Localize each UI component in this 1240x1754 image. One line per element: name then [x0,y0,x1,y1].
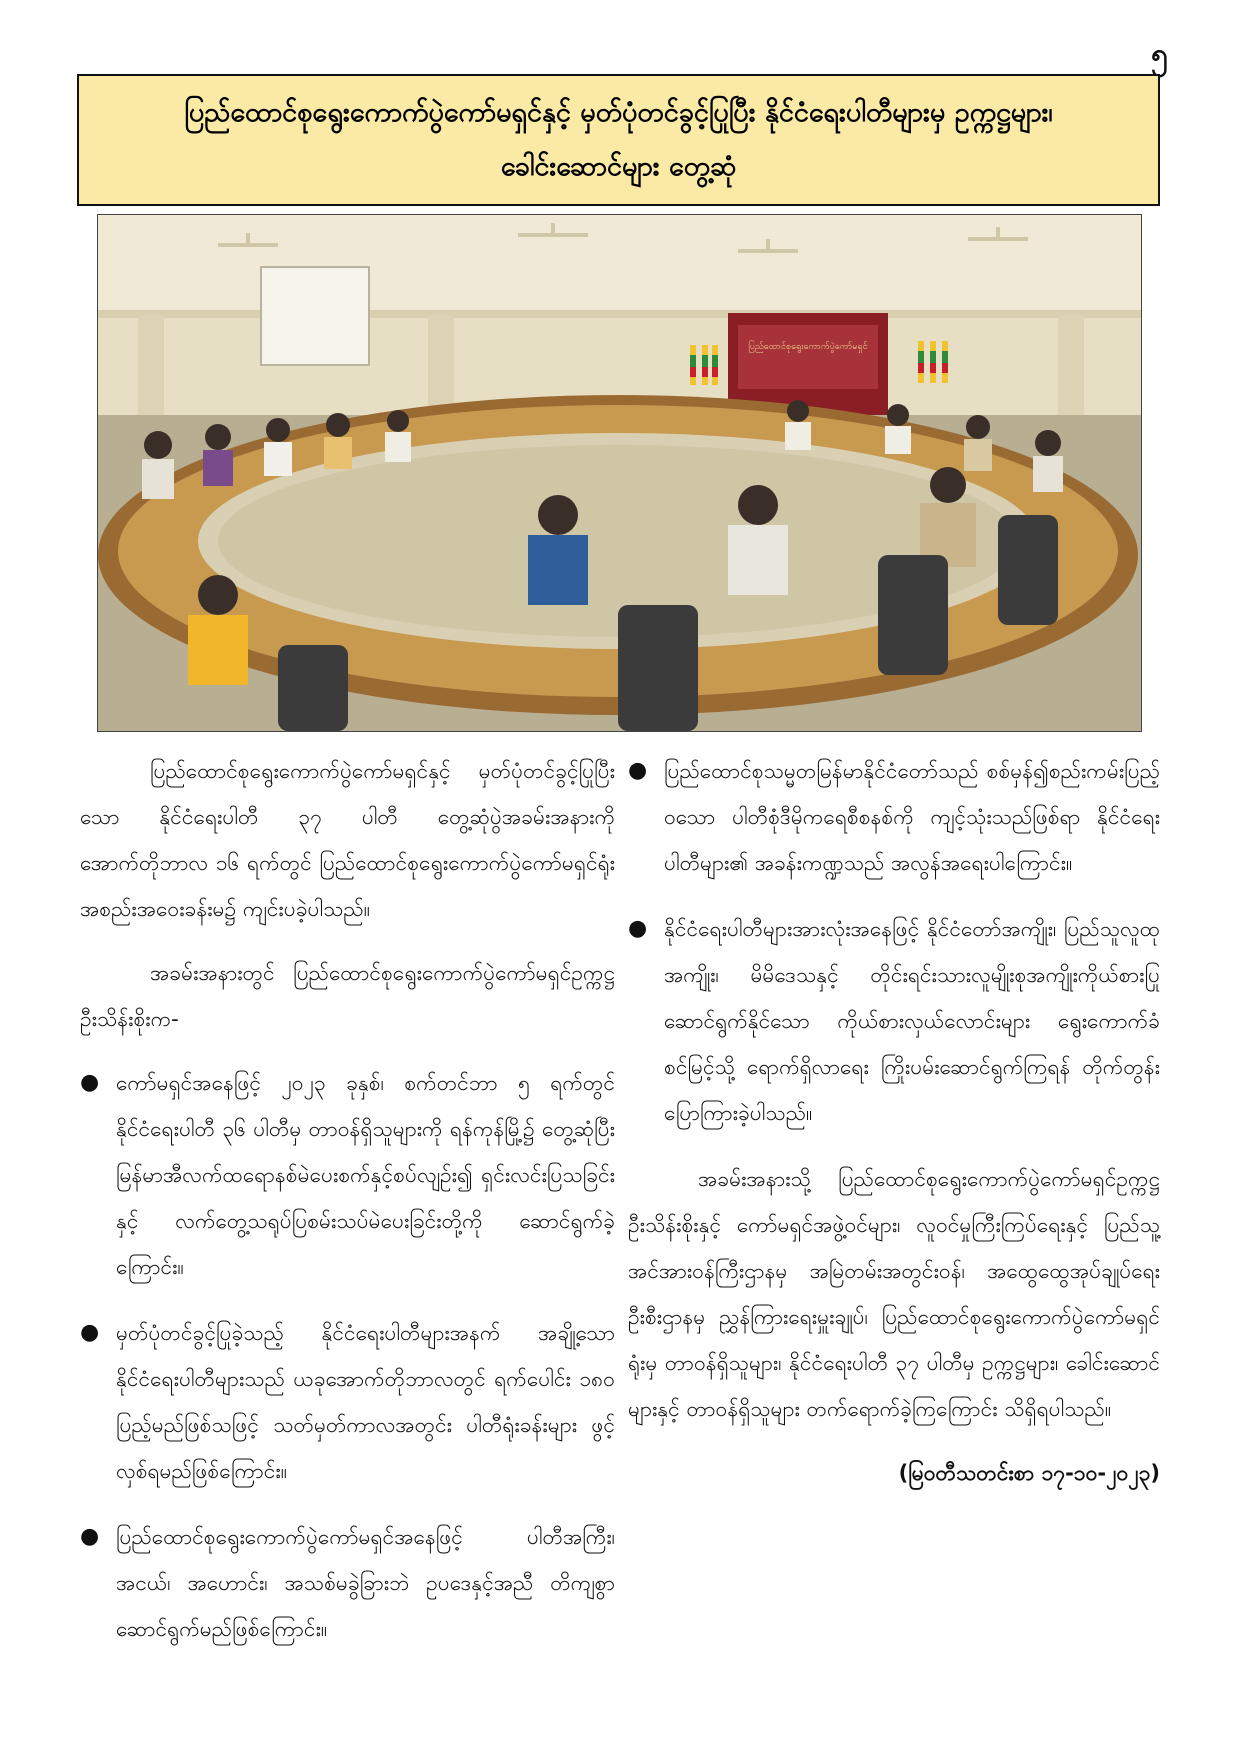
article-closing-paragraph: အခမ်းအနားသို့ ပြည်ထောင်စုရွေးကောက်ပွဲကော်မရှင်ဥက္ကဋ္ဌ ဦးသိန်းစိုးနှင့် ကော်မရှင်အဖွဲ့ဝင်များ၊ လူဝင်မှုကြီးကြပ်ရေးနှင့် ပြည်သူ့အင်အားဝန်ကြီးဌာနမှ အမြဲတမ်းအတွင်းဝန်၊ အထွေထွေအုပ်ချုပ်ရေးဦးစီးဌာနမှ ညွှန်ကြားရေးမှူးချုပ်၊ ပြည်ထောင်စုရွေးကောက်ပွဲကော်မရှင်ရုံးမှ တာဝန်ရှိသူများ၊ နိုင်ငံရေးပါတီ ၃၇ ပါတီမှ ဥက္ကဋ္ဌများ၊ ခေါင်းဆောင်များနှင့် တာဝန်ရှိသူများ တက်ရောက်ခဲ့ကြကြောင်း သိရှိရပါသည်။ [628,1167,1160,1421]
news-source-credit: (မြဝတီသတင်းစာ ၁၇-၁၀-၂၀၂၃) [898,1461,1160,1485]
bullet-dot-icon: ● [80,1070,100,1095]
bullet-dot-icon: ● [80,1524,100,1549]
headline-line-1: ပြည်ထောင်စုရွေးကောက်ပွဲကော်မရှင်နှင့် မှတ်ပုံတင်ခွင့်ပြုပြီး နိုင်ငံရေးပါတီများမှ ဥက္ကဋ္ဌများ၊ [184,97,1053,128]
list-item [80,1514,615,1652]
bullet-text: ပြည်ထောင်စုရွေးကောက်ပွဲကော်မရှင်အနေဖြင့် ပါတီအကြီး၊ အငယ်၊ အဟောင်း၊ အသစ်မခွဲခြားဘဲ ဥပဒေနှင့်အညီ တိကျစွာ ဆောင်ရွက်မည်ဖြစ်ကြောင်း။ [116,1525,615,1641]
headline-line-2: ခေါင်းဆောင်များ တွေ့ဆုံ [500,151,737,182]
article-lead-paragraph: အခမ်းအနားတွင် ပြည်ထောင်စုရွေးကောက်ပွဲကော်မရှင်ဥက္ကဋ္ဌ ဦးသိန်းစိုးက- [80,961,615,1031]
page-number: ၅ [1151,37,1168,72]
title-box [77,74,1160,206]
bullet-dot-icon: ● [628,916,648,941]
article-column-right [628,748,1160,1496]
list-item [628,748,1160,886]
meeting-photo [97,214,1142,732]
bullet-dot-icon: ● [80,1320,100,1345]
article-column-left [80,748,615,1672]
list-item [628,906,1160,1136]
backdrop-banner-text: ပြည်ထောင်စုရွေးကောက်ပွဲကော်မရှင် [748,342,868,352]
bullet-text: ကော်မရှင်အနေဖြင့် ၂၀၂၃ ခုနှစ်၊ စက်တင်ဘာ ၅ ရက်တွင် နိုင်ငံရေးပါတီ ၃၆ ပါတီမှ တာဝန်ရှိသူများကို ရန်ကုန်မြို့၌ တွေ့ဆုံပြီး မြန်မာအီလက်ထရောနစ်မဲပေးစက်နှင့်စပ်လျဉ်း၍ ရှင်းလင်းပြသခြင်းနှင့် လက်တွေ့သရုပ်ပြစမ်းသပ်မဲပေးခြင်းတို့ကို ဆောင်ရွက်ခဲ့ကြောင်း။ [116,1071,615,1279]
bullet-text: နိုင်ငံရေးပါတီများအားလုံးအနေဖြင့် နိုင်ငံတော်အကျိုး၊ ပြည်သူလူထုအကျိုး၊ မိမိဒေသနှင့် တိုင်းရင်းသားလူမျိုးစုအကျိုးကိုယ်စားပြုဆောင်ရွက်နိုင်သော ကိုယ်စားလှယ်လောင်းများ ရွေးကောက်ခံစင်မြင့်သို့ ရောက်ရှိလာရေး ကြိုးပမ်းဆောင်ရွက်ကြရန် တိုက်တွန်းပြောကြားခဲ့ပါသည်။ [664,917,1160,1125]
list-item [80,1060,615,1290]
bullet-dot-icon: ● [628,758,648,783]
article-intro-paragraph: ပြည်ထောင်စုရွေးကောက်ပွဲကော်မရှင်နှင့် မှတ်ပုံတင်ခွင့်ပြုပြီးသော နိုင်ငံရေးပါတီ ၃၇ ပါတီ တွေ့ဆုံပွဲအခမ်းအနားကို အောက်တိုဘာလ ၁၆ ရက်တွင် ပြည်ထောင်စုရွေးကောက်ပွဲကော်မရှင်ရုံး အစည်းအဝေးခန်းမ၌ ကျင်းပခဲ့ပါသည်။ [80,759,615,921]
list-item [80,1310,615,1494]
bullet-text: မှတ်ပုံတင်ခွင့်ပြုခဲ့သည့် နိုင်ငံရေးပါတီများအနက် အချို့သော နိုင်ငံရေးပါတီများသည် ယခုအောက်တိုဘာလတွင် ရက်ပေါင်း ၁၈၀ ပြည့်မည်ဖြစ်သဖြင့် သတ်မှတ်ကာလအတွင်း ပါတီရုံးခန်းများ ဖွင့်လှစ်ရမည်ဖြစ်ကြောင်း။ [116,1321,615,1483]
bullet-text: ပြည်ထောင်စုသမ္မတမြန်မာနိုင်ငံတော်သည် စစ်မှန်၍စည်းကမ်းပြည့်ဝသော ပါတီစုံဒီမိုကရေစီစနစ်ကို ကျင့်သုံးသည်ဖြစ်ရာ နိုင်ငံရေးပါတီများ၏ အခန်းကဏ္ဍသည် အလွန်အရေးပါကြောင်း။ [664,759,1160,875]
